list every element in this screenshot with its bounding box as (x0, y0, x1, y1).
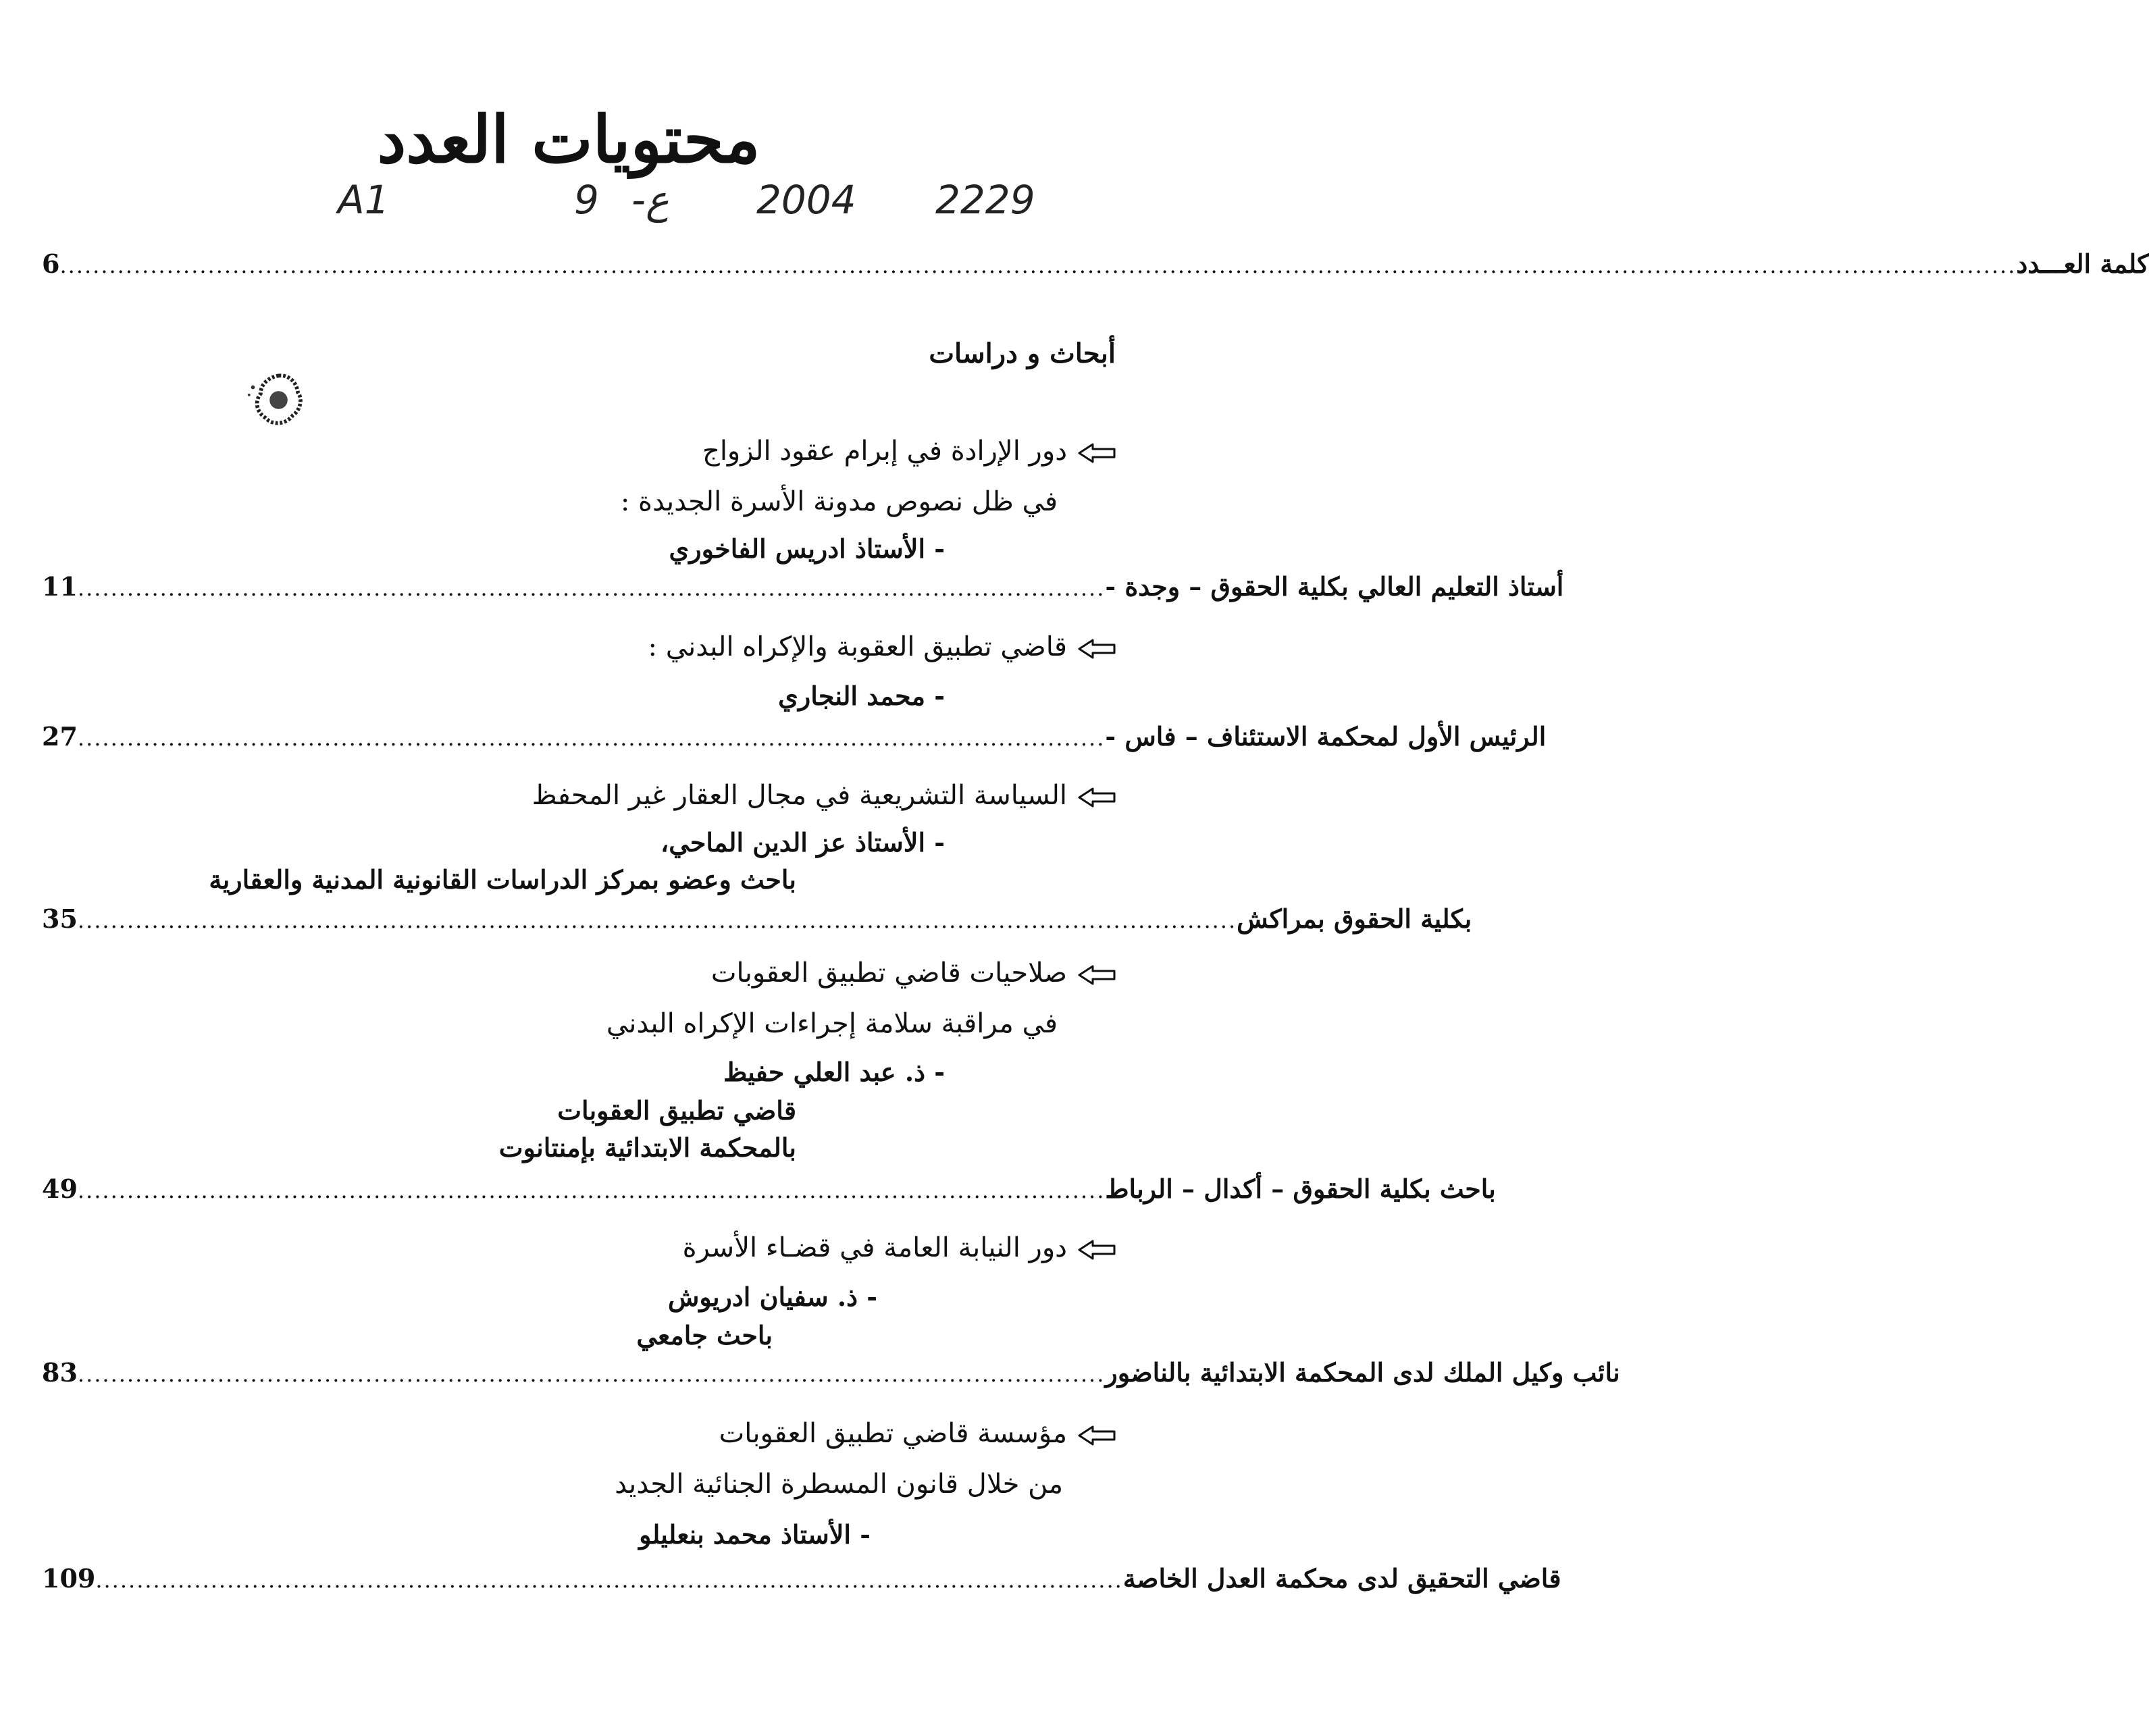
page-number: 109 (42, 1563, 96, 1594)
handwritten-note-5: 2229 (935, 177, 1035, 223)
article-title-line: صلاحيات قاضي تطبيق العقوبات (710, 957, 1067, 989)
leader-dots: ............................................................................................................................. (77, 1178, 1106, 1203)
article-title-line: مؤسسة قاضي تطبيق العقوبات (719, 1418, 1067, 1449)
article-3-affiliation-line: باحث وعضو بمركز الدراسات القانونية المدنية والعقارية (209, 864, 796, 895)
page-number: 11 (42, 571, 78, 602)
toc-row-article-2 (42, 721, 1547, 752)
arrow-left-icon (1078, 639, 1116, 659)
article-3-author: - الأستاذ عز الدين الماحي، (660, 827, 945, 858)
article-2-affiliation: الرئيس الأول لمحكمة الاستئناف – فاس - (1105, 721, 1547, 752)
article-4-title (711, 957, 1116, 989)
article-title-line: السياسة التشريعية في مجال العقار غير المحفظ (532, 780, 1067, 811)
arrow-left-icon (1078, 1425, 1116, 1446)
toc-row-article-1 (42, 571, 1564, 602)
article-1-title (702, 436, 1116, 467)
handwritten-note-3: -ع (631, 177, 669, 223)
article-1-affiliation: أستاذ التعليم العالي بكلية الحقوق – وجدة - (1105, 571, 1564, 602)
leader-dots: ............................................................................................................................. (77, 575, 1106, 601)
leader-dots: ............................................................................................................................. (77, 725, 1106, 751)
article-4-court-line: بالمحكمة الابتدائية بإمنتانوت (498, 1132, 796, 1163)
page-number: 6 (42, 248, 60, 279)
leader-dots: ............................................................................................................................. (95, 1567, 1123, 1593)
arrow-left-icon (1078, 443, 1116, 463)
handwritten-note-2: 9 (574, 177, 599, 223)
article-5-role-line: باحث جامعي (636, 1320, 773, 1350)
article-6-author: - الأستاذ محمد بنعليلو (639, 1519, 871, 1550)
page-number: 27 (42, 721, 78, 752)
article-6-title (719, 1418, 1116, 1449)
article-title-line: دور النيابة العامة في قضـاء الأسرة (682, 1232, 1067, 1263)
article-1-subtitle: في ظل نصوص مدونة الأسرة الجديدة : (620, 486, 1058, 517)
article-6-affiliation: قاضي التحقيق لدى محكمة العدل الخاصة (1122, 1563, 1561, 1594)
article-5-title (683, 1232, 1116, 1263)
page-number: 35 (42, 903, 78, 934)
article-title-line: دور الإرادة في إبرام عقود الزواج (702, 436, 1067, 467)
leader-dots: ............................................................................................................................................. (77, 908, 1237, 933)
section-heading: أبحاث و دراسات (929, 338, 1116, 369)
article-4-affiliation: باحث بكلية الحقوق – أكدال – الرباط (1105, 1174, 1496, 1204)
toc-row-article-5 (42, 1357, 1620, 1388)
page-number: 49 (42, 1174, 78, 1204)
article-3-affiliation: بكلية الحقوق بمراكش (1237, 903, 1472, 934)
page-number: 83 (42, 1357, 78, 1388)
handwritten-note-1: A1 (338, 177, 390, 223)
article-4-author: - ذ. عبد العلي حفيظ (723, 1057, 945, 1087)
article-4-role-line: قاضي تطبيق العقوبات (557, 1095, 796, 1126)
article-2-author: - محمد النجاري (778, 681, 945, 711)
arrow-left-icon (1078, 1240, 1116, 1260)
article-6-subtitle: من خلال قانون المسطرة الجنائية الجديد (615, 1469, 1063, 1500)
article-2-title (648, 631, 1116, 662)
leader-dots: ............................................................................................................................. (77, 1361, 1106, 1387)
editorial-label: كلمة العـــدد (2016, 248, 2149, 279)
article-4-subtitle: في مراقبة سلامة إجراءات الإكراه البدني (606, 1008, 1058, 1039)
toc-row-editorial (42, 248, 2149, 279)
leader-dots: .............................................................................................................................................................................................................................................. (59, 253, 2017, 278)
article-3-title (532, 780, 1116, 811)
arrow-left-icon (1078, 787, 1116, 808)
page-title: محتويات العدد (377, 101, 760, 178)
toc-row-article-4 (42, 1174, 1496, 1204)
toc-row-article-6 (42, 1563, 1561, 1594)
arrow-left-icon (1078, 965, 1116, 985)
article-5-affiliation: نائب وكيل الملك لدى المحكمة الابتدائية بالناضور (1105, 1357, 1620, 1388)
article-5-author: - ذ. سفيان ادريوش (667, 1282, 877, 1312)
article-1-author: - الأستاذ ادريس الفاخوري (669, 533, 945, 564)
toc-row-article-3 (42, 903, 1472, 934)
ink-blot-decoration (247, 368, 311, 432)
article-title-line: قاضي تطبيق العقوبة والإكراه البدني : (648, 631, 1067, 662)
handwritten-note-4: 2004 (756, 177, 856, 223)
